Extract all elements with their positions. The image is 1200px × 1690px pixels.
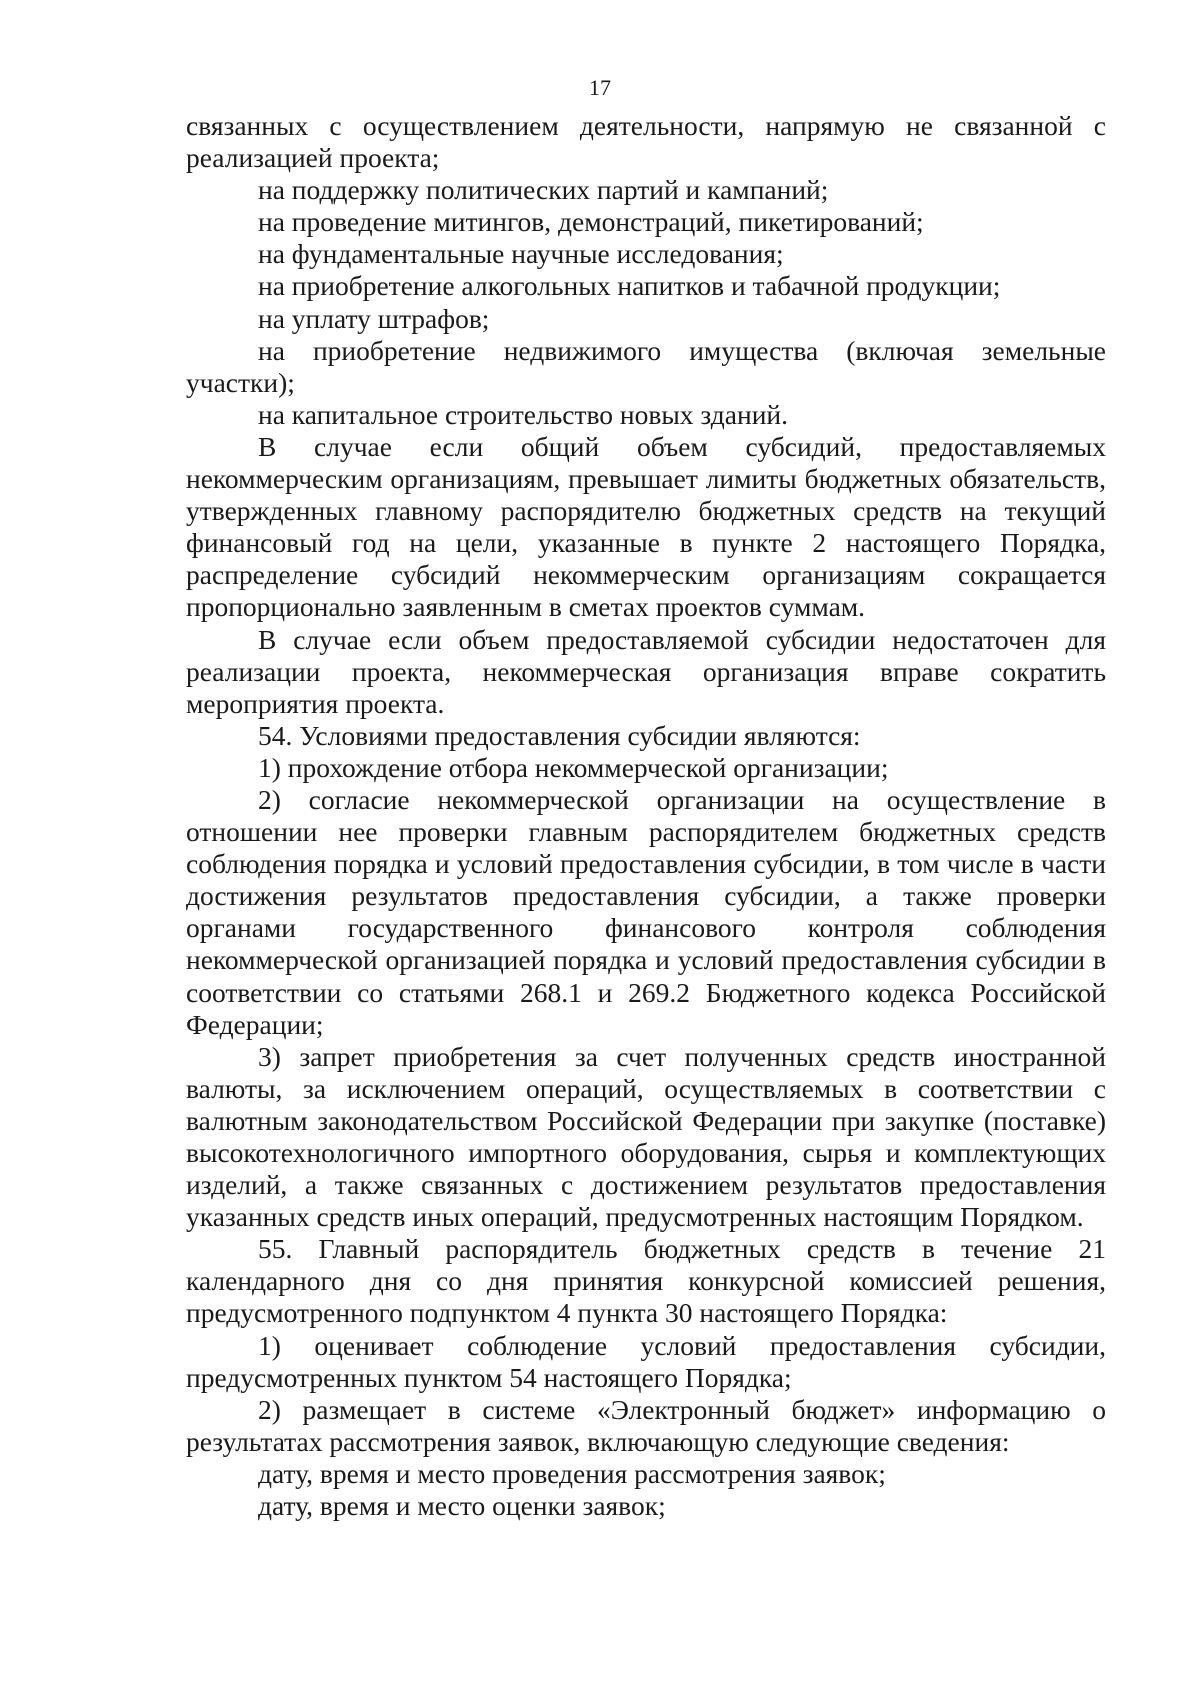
paragraph: на уплату штрафов; xyxy=(258,302,490,334)
paragraph: 1) оценивает соблюдение условий предоставления субсидии, предусмотренных пунктом 54 настоящего Порядка; xyxy=(186,1329,1106,1393)
paragraph: В случае если общий объем субсидий, предоставляемых некоммерческим организациям, превышает лимиты бюджетных обязательств, утвержденных главному распорядителю бюджетных средств на текущий финансовый год на цели, указанные в пункте 2 настоящего Порядка, распределение субсидий некоммерческим организациям сокращается пропорционально заявленным в сметах проектов суммам. xyxy=(186,430,1106,623)
paragraph: дату, время и место оценки заявок; xyxy=(258,1490,666,1522)
paragraph: дату, время и место проведения рассмотрения заявок; xyxy=(258,1457,886,1489)
paragraph: 3) запрет приобретения за счет полученных средств иностранной валюты, за исключением операций, осуществляемых в соответствии с валютным законодательством Российской Федерации при закупке (поставке) высокотехнологичного импортного оборудования, сырья и комплектующих изделий, а также связанных с достижением результатов предоставления указанных средств иных операций, предусмотренных настоящим Порядком. xyxy=(186,1040,1106,1233)
paragraph: 2) размещает в системе «Электронный бюджет» информацию о результатах рассмотрения заявок, включающую следующие сведения: xyxy=(186,1393,1106,1457)
paragraph: 2) согласие некоммерческой организации на осуществление в отношении нее проверки главным распорядителем бюджетных средств соблюдения порядка и условий предоставления субсидии, в том числе в части достижения результатов предоставления субсидии, а также проверки органами государственного финансового контроля соблюдения некоммерческой организацией порядка и условий предоставления субсидии в соответствии со статьями 268.1 и 269.2 Бюджетного кодекса Российской Федерации; xyxy=(186,783,1106,1040)
paragraph: связанных с осуществлением деятельности, напрямую не связанной с реализацией проекта; xyxy=(186,110,1106,174)
paragraph: 55. Главный распорядитель бюджетных средств в течение 21 календарного дня со дня принятия конкурсной комиссией решения, предусмотренного подпунктом 4 пункта 30 настоящего Порядка: xyxy=(186,1233,1106,1329)
page-number: 17 xyxy=(589,75,611,100)
paragraph: 1) прохождение отбора некоммерческой организации; xyxy=(258,751,889,783)
paragraph: на приобретение недвижимого имущества (включая земельные участки); xyxy=(186,334,1106,398)
paragraph: на капитальное строительство новых зданий. xyxy=(258,398,789,430)
document-body xyxy=(186,110,1106,1522)
paragraph: на фундаментальные научные исследования; xyxy=(258,238,784,270)
paragraph: В случае если объем предоставляемой субсидии недостаточен для реализации проекта, некоммерческая организация вправе сократить мероприятия проекта. xyxy=(186,623,1106,719)
paragraph: на поддержку политических партий и кампаний; xyxy=(258,174,829,206)
paragraph: 54. Условиями предоставления субсидии являются: xyxy=(258,719,861,751)
paragraph: на приобретение алкогольных напитков и табачной продукции; xyxy=(258,270,1001,302)
paragraph: на проведение митингов, демонстраций, пикетирований; xyxy=(258,206,924,238)
